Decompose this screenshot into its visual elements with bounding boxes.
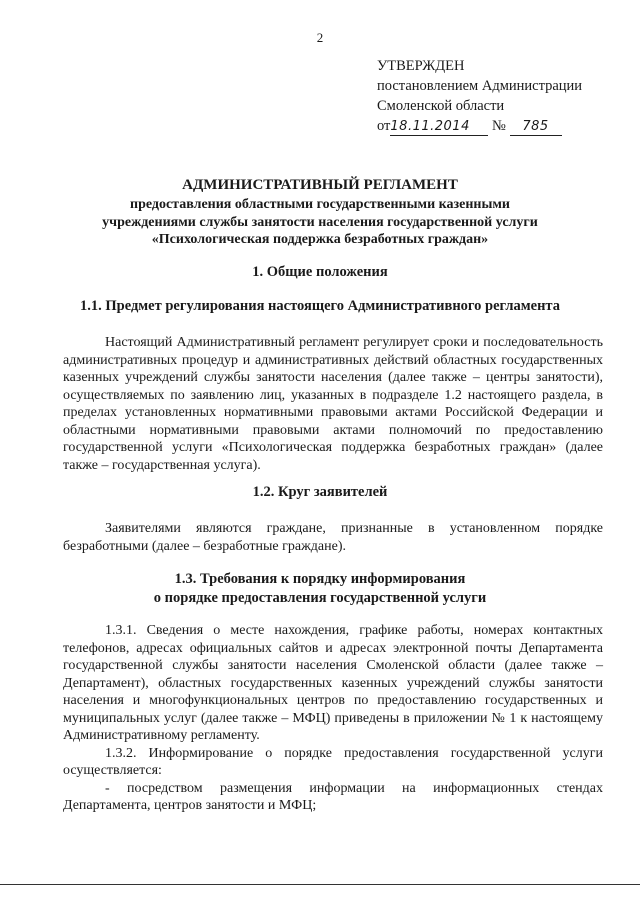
handwritten-number: 785: [522, 119, 549, 134]
section-1-3-heading: [0, 570, 640, 608]
number-prefix: №: [492, 118, 506, 134]
section-1-3-heading-line-1: 1.3. Требования к порядку информирования: [174, 571, 466, 587]
section-1-1-heading: 1.1. Предмет регулирования настоящего Административного регламента: [80, 298, 560, 314]
approval-region: Смоленской области: [377, 98, 505, 114]
approval-stamp: [377, 56, 582, 136]
approval-date-line: [377, 116, 582, 136]
subtitle-line-3: «Психологическая поддержка безработных граждан»: [151, 232, 489, 247]
section-1-3-body: [63, 622, 603, 815]
subtitle-line-1: предоставления областными государственными казенными: [130, 197, 510, 212]
section-1-2-body: [63, 520, 603, 555]
page-number: 2: [316, 30, 324, 45]
subtitle-line-2: учреждениями службы занятости населения государственной услуги: [102, 214, 538, 230]
paragraph: Заявителями являются граждане, признанные в установленном порядке безработными (далее – безработные граждане).: [63, 521, 603, 554]
handwritten-date: 18.11.2014: [390, 119, 470, 134]
approval-heading: УТВЕРЖДЕН: [377, 58, 465, 74]
document-title: АДМИНИСТРАТИВНЫЙ РЕГЛАМЕНТ: [182, 177, 458, 193]
date-prefix: от: [377, 118, 391, 134]
footer-divider: [0, 884, 640, 885]
section-1-3-heading-line-2: о порядке предоставления государственной услуги: [153, 590, 487, 606]
paragraph: Настоящий Административный регламент регулирует сроки и последовательность административных процедур и административных действий областных государственных казенных учреждений службы занятости населения (далее также – центры занятости), осуществляемых по заявлению лиц, указанных в подразделе 1.2 настоящего раздела, в пределах установленных нормативными правовыми актами Российской Федерации и областными нормативными правовыми актами полномочий по предоставлению государственной услуги «Психологическая поддержка безработных граждан» (далее также – государственная услуга).: [63, 335, 603, 473]
section-1-heading: 1. Общие положения: [252, 264, 388, 280]
section-1-2-heading: 1.2. Круг заявителей: [252, 484, 388, 500]
document-subtitle: [0, 196, 640, 249]
section-1-1-body: [63, 334, 603, 474]
approval-line: постановлением Администрации: [377, 78, 583, 94]
paragraph: 1.3.1. Сведения о месте нахождения, графике работы, номерах контактных телефонов, адресах официальных сайтов и адресах электронной почты Департамента государственной службы занятости населения Смоленской области (далее также – Департамент), областных государственных казенных учреждений службы занятости населения и многофункциональных центров по предоставлению государственных и муниципальных услуг (далее также – МФЦ) приведены в приложении № 1 к настоящему Административному регламенту.: [63, 623, 603, 743]
paragraph: - посредством размещения информации на информационных стендах Департамента, центров занятости и МФЦ;: [63, 780, 603, 813]
paragraph: 1.3.2. Информирование о порядке предоставления государственной услуги осуществляется:: [63, 745, 603, 778]
